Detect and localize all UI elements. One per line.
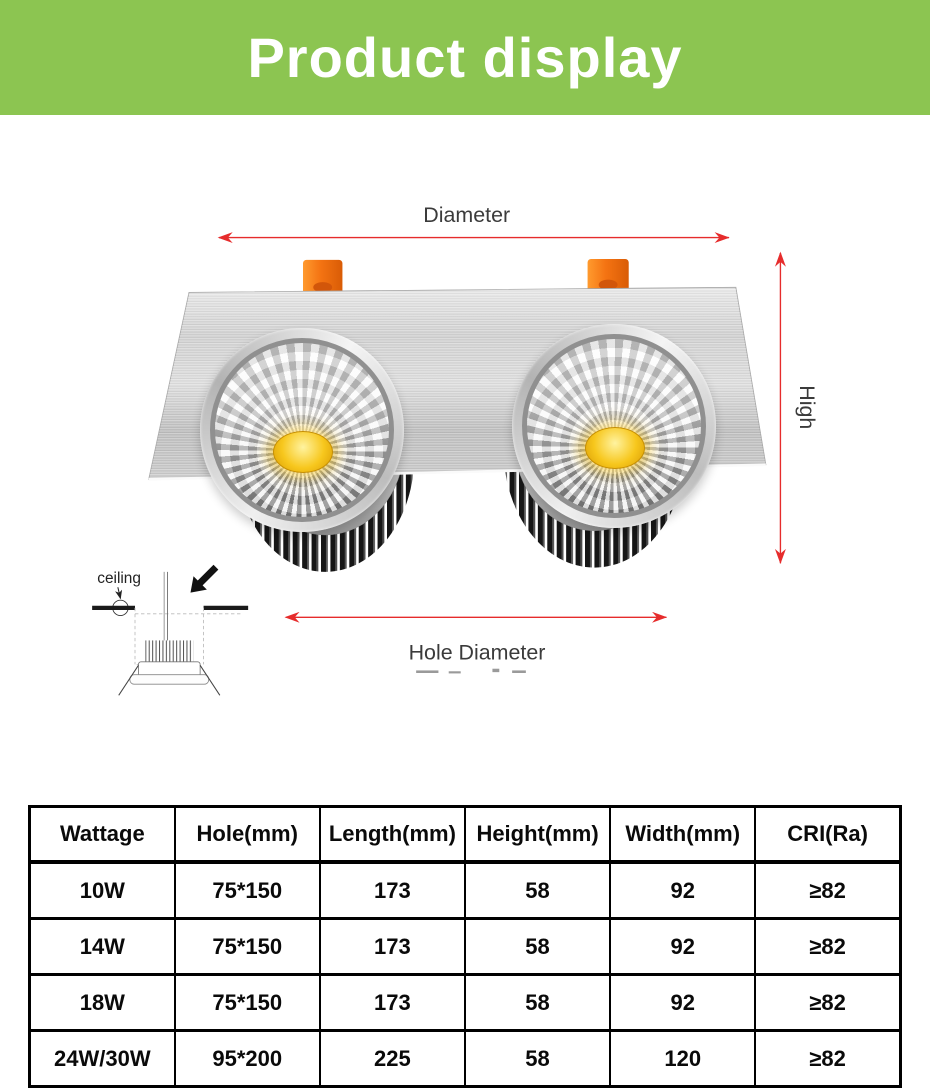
ceiling-label: ceiling	[97, 570, 141, 587]
hole-diameter-label: Hole Diameter	[408, 640, 546, 665]
spec-cell: 14W	[30, 919, 175, 975]
spec-col-wattage: Wattage	[30, 807, 175, 863]
mount-clip-top-left	[303, 260, 342, 296]
spec-cell: 92	[610, 862, 755, 919]
spec-cell: 58	[465, 862, 610, 919]
page-banner	[0, 0, 930, 115]
cob-led-right	[585, 427, 645, 469]
spec-col-width: Width(mm)	[610, 807, 755, 863]
spec-cell: 95*200	[175, 1031, 320, 1087]
spec-cell: 92	[610, 975, 755, 1031]
spec-col-cri: CRI(Ra)	[755, 807, 900, 863]
spec-cell: 58	[465, 919, 610, 975]
spec-cell: 24W/30W	[30, 1031, 175, 1087]
spec-col-length: Length(mm)	[320, 807, 465, 863]
spec-header-row	[30, 807, 901, 863]
spec-cell: 58	[465, 975, 610, 1031]
reflector-cone-right	[522, 334, 706, 518]
diameter-label: Diameter	[423, 203, 511, 228]
cropped-text-fragments	[416, 669, 526, 674]
spec-cell: ≥82	[755, 919, 900, 975]
spec-cell: 75*150	[175, 975, 320, 1031]
spec-cell: 92	[610, 919, 755, 975]
cob-led-left	[273, 431, 333, 473]
spec-row-18w	[30, 975, 901, 1031]
spec-row-24w30w	[30, 1031, 901, 1087]
spec-cell: 225	[320, 1031, 465, 1087]
reflector-left	[200, 328, 404, 532]
spec-cell: 58	[465, 1031, 610, 1087]
product-figure	[0, 115, 930, 805]
spec-cell: 75*150	[175, 862, 320, 919]
spec-cell: 173	[320, 919, 465, 975]
diagram-lamp-trim	[130, 675, 209, 684]
spec-cell: 173	[320, 862, 465, 919]
spec-cell: 173	[320, 975, 465, 1031]
spec-cell: ≥82	[755, 1031, 900, 1087]
diagram-heatsink	[145, 640, 193, 662]
reflector-cone-left	[210, 338, 394, 522]
high-label: High	[795, 385, 820, 430]
spec-cell: 18W	[30, 975, 175, 1031]
spec-col-hole: Hole(mm)	[175, 807, 320, 863]
ceiling-diagram	[92, 561, 248, 696]
page-title: Product display	[247, 26, 683, 89]
reflector-right	[512, 324, 716, 528]
spec-cell: 120	[610, 1031, 755, 1087]
spec-cell: ≥82	[755, 975, 900, 1031]
diagram-lamp-body	[138, 662, 200, 677]
spec-row-14w	[30, 919, 901, 975]
spec-row-10w	[30, 862, 901, 919]
ceiling-pointer-arrow	[118, 587, 121, 598]
spec-table	[28, 805, 902, 1088]
spec-cell: 75*150	[175, 919, 320, 975]
spec-cell: ≥82	[755, 862, 900, 919]
spec-cell: 10W	[30, 862, 175, 919]
spec-col-height: Height(mm)	[465, 807, 610, 863]
install-direction-arrow	[184, 561, 223, 600]
